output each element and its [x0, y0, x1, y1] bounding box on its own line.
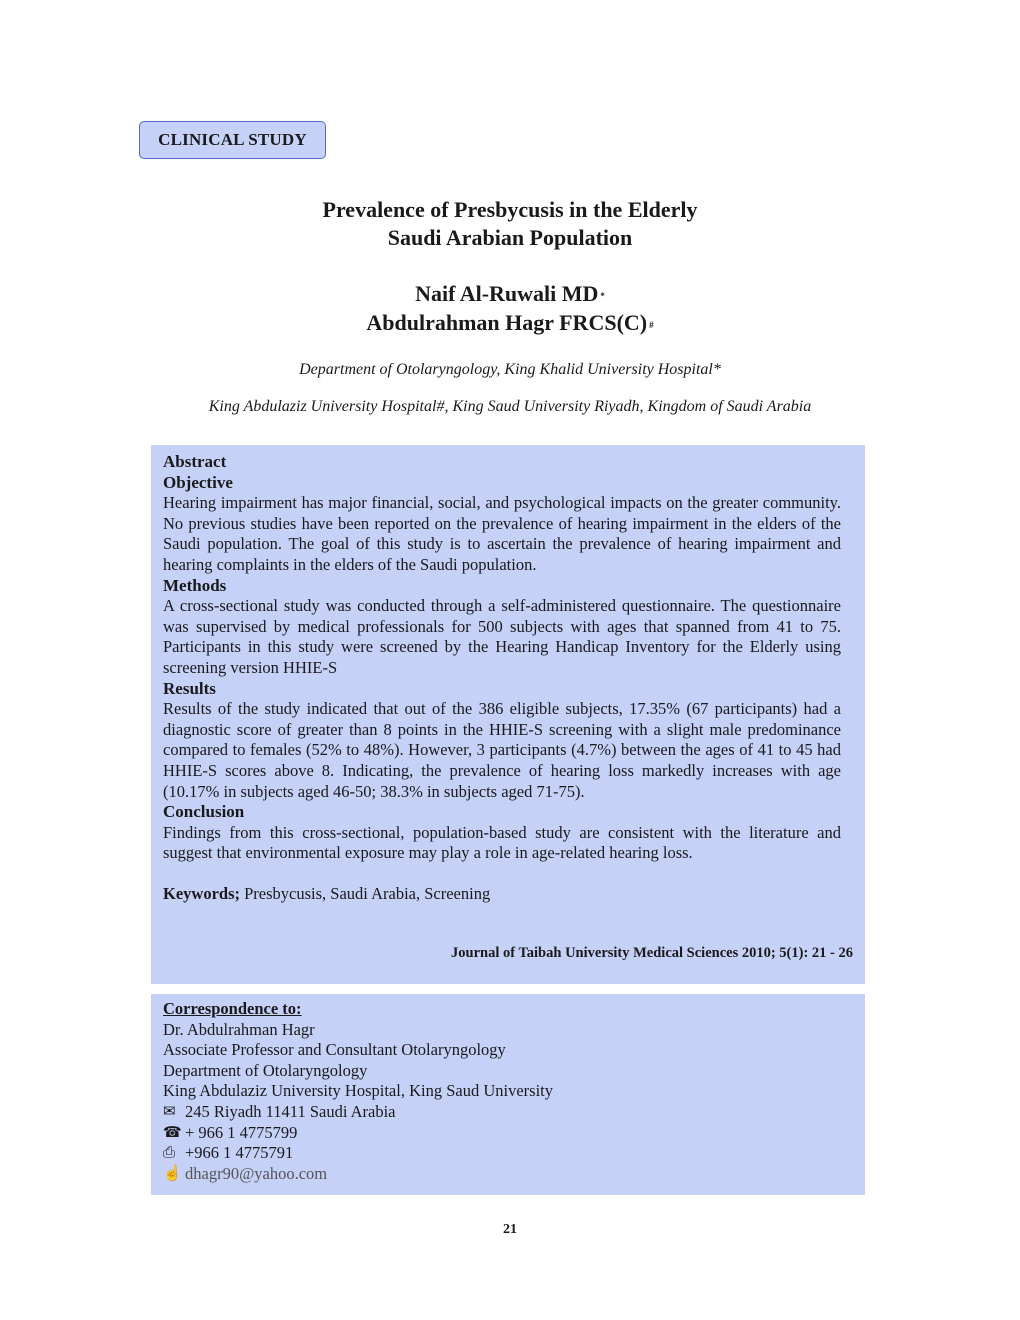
conclusion-heading: Conclusion	[163, 802, 245, 822]
article-title	[0, 196, 1020, 252]
conclusion-text: Findings from this cross-sectional, population-based study are consistent with the literature and suggest that environmental exposure may play a role in age-related hearing loss.	[163, 822, 841, 863]
telephone-icon: ☎	[163, 1124, 182, 1141]
abstract-heading: Abstract	[163, 452, 227, 471]
title-line-2: Saudi Arabian Population	[387, 225, 633, 250]
affiliation-1: Department of Otolaryngology, King Khalid University Hospital*	[299, 361, 721, 378]
author-2	[0, 309, 1020, 337]
abstract-box	[151, 445, 865, 984]
address-text: 245 Riyadh 11411 Saudi Arabia	[185, 1101, 396, 1121]
correspondence-department: Department of Otolaryngology	[163, 1060, 368, 1080]
author-1-name: Naif Al-Ruwali MD	[415, 281, 599, 306]
correspondence-position: Associate Professor and Consultant Otolaryngology	[163, 1040, 506, 1060]
keywords-list: Presbycusis, Saudi Arabia, Screening	[240, 883, 491, 903]
fax-line	[163, 1143, 853, 1164]
correspondence-box	[151, 994, 865, 1195]
email-line	[163, 1164, 853, 1185]
results-text: Results of the study indicated that out of the 386 eligible subjects, 17.35% (67 participants) had a diagnostic score of greater than 8 points in the HHIE-S screening with a slight male predominance compared to females (52% to 48%). However, 3 participants (4.7%) between the ages of 41 to 45 had HHIE-S scores above 8. Indicating, the prevalence of hearing loss markedly increases with age (10.17% in subjects aged 46-50; 38.3% in subjects aged 71-75).	[163, 699, 841, 801]
correspondence-heading: Correspondence to:	[163, 999, 302, 1018]
results-heading: Results	[163, 678, 216, 698]
section-tag: CLINICAL STUDY	[139, 121, 326, 159]
author-1-mark: *	[600, 291, 605, 301]
keywords-label: Keywords;	[163, 883, 240, 903]
page-number: 21	[503, 1222, 517, 1237]
pointing-hand-icon: ☝	[163, 1166, 182, 1183]
correspondence-name: Dr. Abdulrahman Hagr	[163, 1019, 315, 1039]
objective-heading: Objective	[163, 472, 233, 492]
envelope-icon: ✉	[163, 1104, 176, 1121]
title-line-1: Prevalence of Presbycusis in the Elderly	[322, 197, 698, 222]
address-line	[163, 1102, 853, 1123]
fax-icon: ⎙	[163, 1145, 176, 1162]
author-2-name: Abdulrahman Hagr FRCS(C)	[366, 310, 648, 335]
author-1	[0, 280, 1020, 308]
correspondence-institution: King Abdulaziz University Hospital, King Saud University	[163, 1081, 553, 1101]
affiliation-2: King Abdulaziz University Hospital#, King Saud University Riyadh, Kingdom of Saudi Arabia	[208, 398, 812, 415]
author-2-mark: #	[649, 320, 654, 330]
fax-text: +966 1 4775791	[185, 1143, 294, 1163]
methods-heading: Methods	[163, 575, 227, 595]
phone-text: + 966 1 4775799	[185, 1122, 298, 1142]
keywords	[163, 884, 841, 905]
methods-text: A cross-sectional study was conducted through a self-administered questionnaire. The questionnaire was supervised by medical professionals for 500 subjects with ages that spanned from 41 to 75. Participants in this study were screened by the Hearing Handicap Inventory for the Elderly using screening version HHIE-S	[163, 596, 841, 677]
phone-line	[163, 1123, 853, 1144]
objective-text: Hearing impairment has major financial, social, and psychological impacts on the greater community. No previous studies have been reported on the prevalence of hearing impairment in the elders of the Saudi population. The goal of this study is to ascertain the prevalence of hearing impairment and hearing complaints in the elders of the Saudi population.	[163, 493, 841, 574]
email-link[interactable]: dhagr90@yahoo.com	[185, 1163, 328, 1183]
journal-citation: Journal of Taibah University Medical Sciences 2010; 5(1): 21 - 26	[451, 945, 853, 961]
